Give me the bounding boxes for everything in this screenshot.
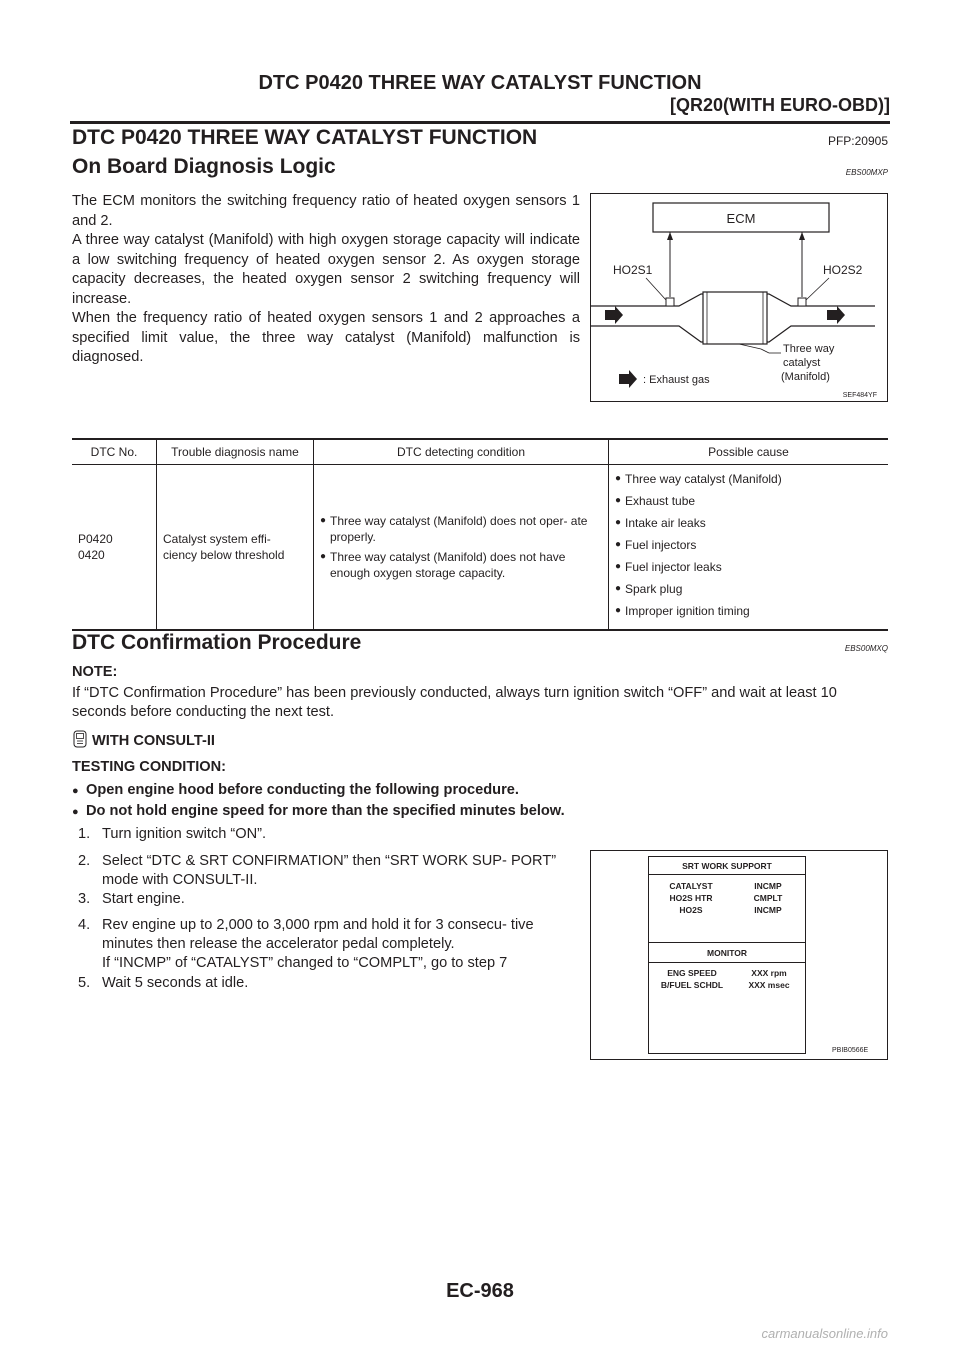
header-rule [70,121,890,124]
procedure-step [78,825,578,844]
procedure-step [78,890,578,909]
running-header-title: DTC P0420 THREE WAY CATALYST FUNCTION [258,72,702,94]
condition-item: ● Three way catalyst (Manifold) does not have enough oxygen storage capacity. [320,549,602,581]
ho2s1-sensor [666,298,674,306]
legend-text: : Exhaust gas [643,374,710,386]
monitor-item-label: ENG SPEED [667,968,717,978]
step-number: 1. [78,826,91,842]
running-header-subtitle: [QR20(WITH EURO-OBD)] [670,95,890,115]
monitor-title: MONITOR [649,942,805,963]
cause-item: ● Improper ignition timing [615,603,882,619]
srt-title: SRT WORK SUPPORT [649,857,805,875]
ho2s2-arrow-icon [799,232,805,240]
trouble-name-cell: Catalyst system effi- ciency below threshold [157,465,314,631]
srt-rows [649,875,805,942]
srt-item-value: INCMP [754,881,782,891]
figure-code: PBIB0566E [832,1047,869,1054]
dtc-number: P0420 [78,532,113,546]
step-text: Rev engine up to 2,000 to 3,000 rpm and hold it for 3 consecu- tive minutes then release the accelerator pedal completely. [102,917,534,952]
consult-tester-icon [72,730,88,748]
exhaust-flow-arrow-icon [605,306,623,324]
testing-condition-item: ● Open engine hood before conducting the following procedure. [72,782,519,798]
step-number: 3. [78,891,91,907]
column-header: Trouble diagnosis name [157,439,314,465]
logic-ref-code: EBS00MXP [845,168,888,177]
column-header: DTC detecting condition [314,439,609,465]
consult-screen [648,856,806,1054]
confirmation-ref-code: EBS00MXQ [844,644,888,653]
cause-cell [609,465,889,631]
watermark: carmanualsonline.info [761,1326,888,1341]
cause-item: ● Fuel injector leaks [615,559,882,575]
cause-item: ● Intake air leaks [615,515,882,531]
step-number: 4. [78,917,91,933]
monitor-item-label: B/FUEL SCHDL [660,980,724,990]
step-number: 5. [78,975,91,991]
dtc-number-alt: 0420 [78,548,105,562]
page-number: EC-968 [446,1280,514,1302]
exhaust-flow-arrow-icon [827,306,845,324]
ho2s2-sensor [798,298,806,306]
table-row [72,465,888,631]
cause-item: ● Spark plug [615,581,882,597]
legend-arrow-icon [619,370,637,388]
table-header-row [72,439,888,465]
srt-item-value: INCMP [754,905,782,915]
srt-item-value: CMPLT [753,893,783,903]
logic-description [72,192,580,368]
step-text: Wait 5 seconds at idle. [102,975,249,991]
ho2s1-arrow-icon [667,232,673,240]
ho2s1-label: HO2S1 [613,263,653,277]
exhaust-diagram-svg [591,194,887,401]
testing-condition-text: Open engine hood before conducting the following procedure. [86,782,519,798]
srt-item-label: HO2S [679,905,703,915]
logic-paragraph-3: When the frequency ratio of heated oxygen sensors 1 and 2 approaches a specified limit value, the three way catalyst (Manifold) malfunction is diagnosed. [72,310,580,365]
logic-paragraph-1: The ECM monitors the switching frequency ratio of heated oxygen sensors 1 and 2. [72,193,580,229]
cause-item: ● Fuel injectors [615,537,882,553]
confirmation-heading: DTC Confirmation Procedure [72,631,362,654]
testing-condition-heading: TESTING CONDITION: [72,759,227,775]
ho2s2-label: HO2S2 [823,263,863,277]
catalyst-label-line2: catalyst [783,357,821,369]
monitor-item-value: XXX msec [748,980,790,990]
cause-item: ● Three way catalyst (Manifold) [615,471,882,487]
procedure-step [78,916,578,973]
logic-paragraph-2: A three way catalyst (Manifold) with high oxygen storage capacity will indicate a low switching frequency of heated oxygen sensor 2. As oxygen storage capacity decreases, the heated oxygen sensor 2 switching frequency will increase. [72,232,580,307]
section-title: DTC P0420 THREE WAY CATALYST FUNCTION [72,126,538,149]
note-text: If “DTC Confirmation Procedure” has been previously conducted, always turn ignition switch “OFF” and wait at least 10 seconds before conducting the next test. [72,685,837,720]
step-text: Turn ignition switch “ON”. [102,826,267,842]
logic-heading: On Board Diagnosis Logic [72,155,336,178]
ecm-label: ECM [726,211,756,226]
consult-label: WITH CONSULT-II [92,733,215,749]
step-text: Select “DTC & SRT CONFIRMATION” then “SRT WORK SUP- PORT” mode with CONSULT-II. [102,853,557,888]
srt-item-label: HO2S HTR [669,893,713,903]
figure-code: SEF484YF [842,392,877,399]
consult-heading [72,730,215,749]
note-heading: NOTE: [72,664,118,680]
monitor-item-value: XXX rpm [751,968,787,978]
exhaust-diagram [590,193,888,402]
column-header: Possible cause [609,439,889,465]
condition-cell [314,465,609,631]
step-number: 2. [78,853,91,869]
procedure-step [78,974,578,993]
catalyst-body [703,292,767,344]
pfp-code: PFP:20905 [827,134,888,148]
catalyst-label-line1: Three way [783,343,835,355]
testing-condition-item: ● Do not hold engine speed for more than the specified minutes below. [72,803,565,819]
testing-condition-text: Do not hold engine speed for more than the specified minutes below. [86,803,565,819]
dtc-table [72,438,888,631]
catalyst-label-line3: (Manifold) [781,371,830,383]
srt-item-label: CATALYST [669,881,713,891]
step-extra: If “INCMP” of “CATALYST” changed to “COMPLT”, go to step 7 [102,955,508,971]
monitor-rows [649,963,805,991]
dtc-number-cell [72,465,157,631]
step-text: Start engine. [102,891,185,907]
cause-item: ● Exhaust tube [615,493,882,509]
column-header: DTC No. [72,439,157,465]
condition-item: ● Three way catalyst (Manifold) does not oper- ate properly. [320,513,602,545]
procedure-step [78,852,578,890]
